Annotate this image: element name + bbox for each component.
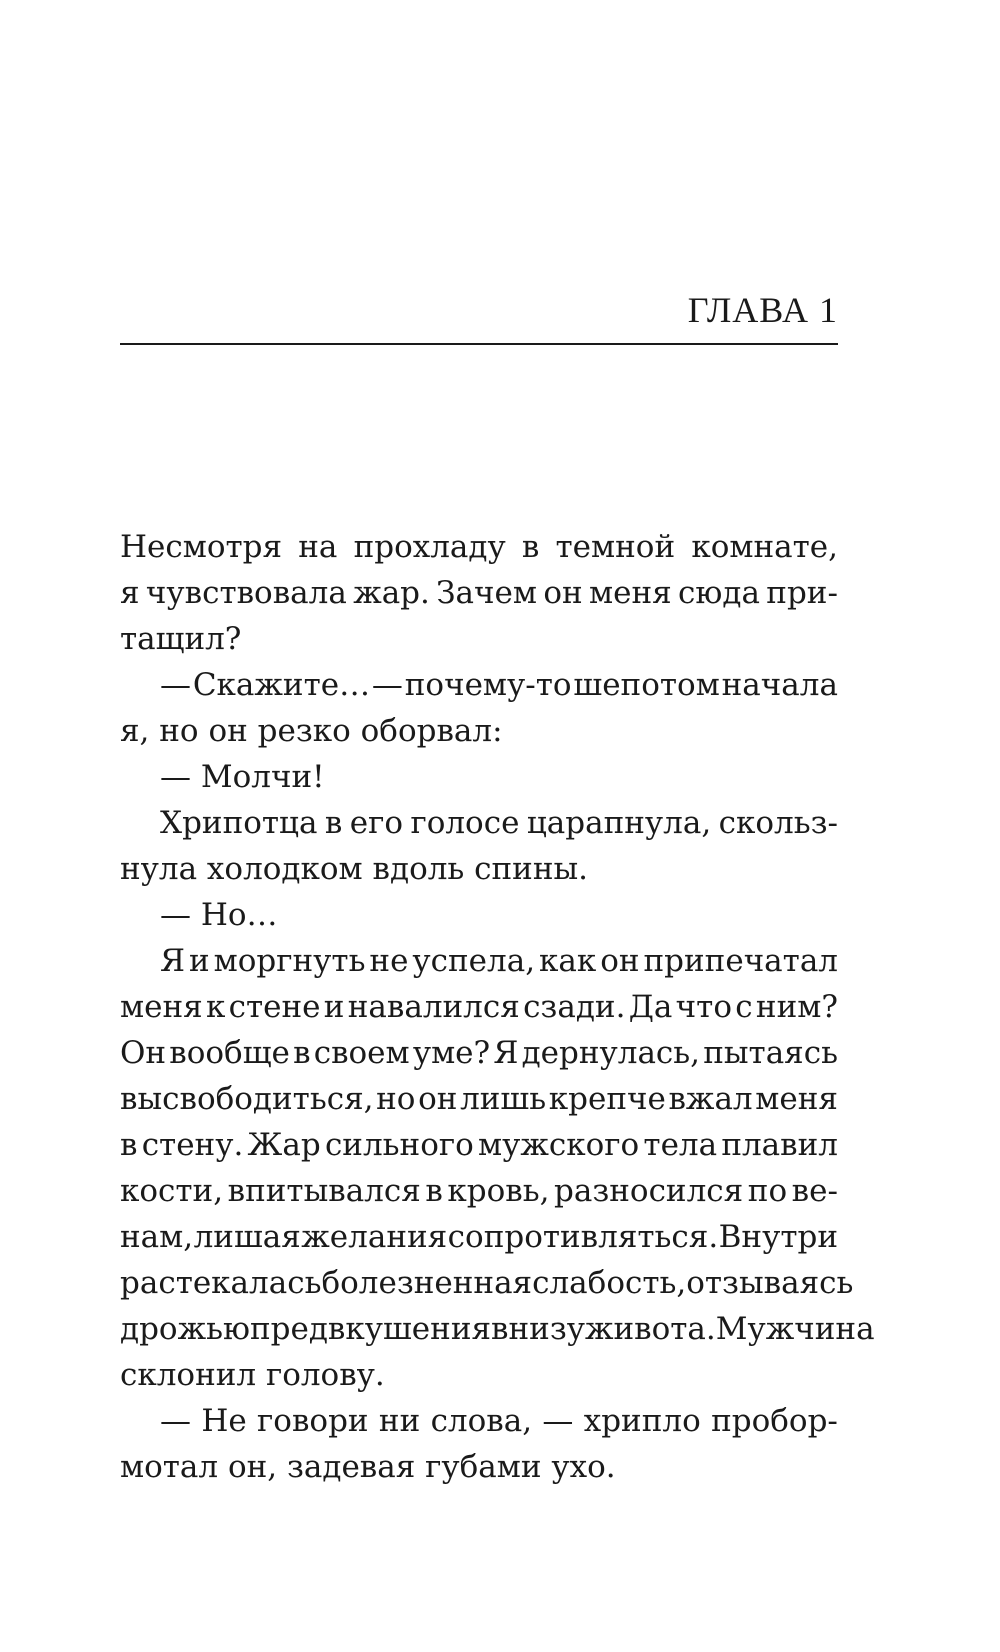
text-line: — Молчи!: [160, 759, 325, 795]
text-word: дрожью: [120, 1311, 250, 1347]
text-line: [120, 938, 838, 984]
text-word: почему-то: [404, 667, 572, 703]
text-word: в: [293, 1035, 311, 1071]
text-line: [120, 1260, 854, 1306]
text-word: к: [205, 989, 226, 1025]
text-line: мотал он, задевая губами ухо.: [120, 1449, 616, 1485]
text-word: слова,: [430, 1403, 533, 1439]
text-word: сзади.: [523, 989, 626, 1025]
text-word: впитывался: [227, 1173, 421, 1209]
text-line: [120, 1122, 838, 1168]
text-line: [120, 800, 838, 846]
text-word: хрипло: [583, 1403, 701, 1439]
text-word: прохладу: [353, 529, 506, 565]
text-word: вжал: [668, 1081, 753, 1117]
text-word: моргнуть: [213, 943, 366, 979]
text-word: Да: [628, 989, 673, 1025]
text-word: тела: [643, 1127, 718, 1163]
text-word: мужского: [478, 1127, 640, 1163]
text-word: меня: [120, 989, 203, 1025]
text-word: лишая: [193, 1219, 301, 1255]
text-word: в: [120, 1127, 138, 1163]
text-word: плавил: [721, 1127, 838, 1163]
text-word: жар.: [353, 575, 430, 611]
text-word: не: [369, 943, 409, 979]
text-word: внизу: [491, 1311, 585, 1347]
text-line: тащил?: [120, 621, 242, 657]
text-word: Не: [201, 1403, 247, 1439]
text-word: меня: [755, 1081, 838, 1117]
text-word: его: [349, 805, 404, 841]
text-word: Внутри: [718, 1219, 838, 1255]
text-word: я: [120, 575, 140, 611]
text-word: чувствовала: [145, 575, 347, 611]
text-word: Мужчина: [715, 1311, 875, 1347]
text-word: Зачем: [436, 575, 537, 611]
text-line: [120, 1214, 838, 1260]
text-word: в: [324, 805, 343, 841]
text-word: сильного: [324, 1127, 474, 1163]
text-word: как: [539, 943, 597, 979]
text-word: в: [425, 1173, 443, 1209]
text-line: [120, 1168, 838, 1214]
text-word: меня: [589, 575, 672, 611]
text-word: говори: [257, 1403, 369, 1439]
text-word: Жар: [247, 1127, 321, 1163]
text-word: но: [376, 1081, 416, 1117]
text-word: скольз-: [718, 805, 838, 841]
text-word: Хрипотца: [160, 805, 318, 841]
text-word: живота.: [584, 1311, 716, 1347]
text-line: [120, 1076, 838, 1122]
text-word: и: [189, 943, 210, 979]
text-word: стене: [228, 989, 321, 1025]
text-word: слабость,: [532, 1265, 687, 1301]
text-word: уме?: [412, 1035, 491, 1071]
text-word: вообще: [169, 1035, 290, 1071]
text-word: пытаясь: [703, 1035, 838, 1071]
text-line: нула холодком вдоль спины.: [120, 851, 589, 887]
text-word: —: [542, 1403, 574, 1439]
text-word: Я: [493, 1035, 519, 1071]
text-word: при-: [766, 575, 838, 611]
body-text: [120, 524, 875, 1490]
text-word: —: [160, 1403, 191, 1439]
text-line: я, но он резко оборвал:: [120, 713, 503, 749]
text-word: Он: [120, 1035, 167, 1071]
text-word: стену.: [141, 1127, 244, 1163]
text-word: растекалась: [120, 1265, 322, 1301]
text-line: [120, 1306, 875, 1352]
text-line: [120, 524, 838, 570]
text-line: — Но…: [160, 897, 278, 933]
text-word: ни: [378, 1403, 421, 1439]
text-word: царапнула,: [526, 805, 712, 841]
text-word: —: [160, 667, 191, 703]
text-word: с: [735, 989, 753, 1025]
text-word: лишь: [460, 1081, 547, 1117]
text-word: ве-: [791, 1173, 838, 1209]
text-word: начала: [721, 667, 838, 703]
text-word: сюда: [678, 575, 760, 611]
text-word: разносился: [554, 1173, 744, 1209]
text-line: [120, 1030, 838, 1076]
text-word: высвободиться,: [120, 1081, 374, 1117]
text-word: он: [543, 575, 583, 611]
text-word: он: [600, 943, 640, 979]
text-word: комнате,: [691, 529, 838, 565]
text-line: [120, 662, 838, 708]
text-word: ним?: [755, 989, 838, 1025]
text-word: темной: [555, 529, 676, 565]
text-word: и: [323, 989, 345, 1025]
text-line: склонил голову.: [120, 1357, 385, 1393]
chapter-title: ГЛАВА 1: [687, 290, 838, 330]
text-line: [120, 984, 838, 1030]
text-line: [120, 1398, 838, 1444]
chapter-title-rule: [120, 343, 838, 345]
text-word: своем: [313, 1035, 410, 1071]
text-word: желания: [301, 1219, 448, 1255]
text-word: голосе: [410, 805, 520, 841]
text-word: навалился: [347, 989, 520, 1025]
text-word: кости,: [120, 1173, 224, 1209]
text-word: отзываясь: [686, 1265, 854, 1301]
text-word: на: [298, 529, 338, 565]
text-word: он: [418, 1081, 458, 1117]
text-word: припечатал: [643, 943, 838, 979]
text-word: успела,: [412, 943, 536, 979]
text-word: Я: [160, 943, 186, 979]
text-word: крепче: [548, 1081, 666, 1117]
text-line: [120, 570, 838, 616]
text-word: что: [675, 989, 732, 1025]
text-word: пробор-: [711, 1403, 838, 1439]
text-word: —: [371, 667, 403, 703]
text-word: дернулась,: [521, 1035, 701, 1071]
text-word: шепотом: [573, 667, 720, 703]
text-word: кровь,: [447, 1173, 550, 1209]
text-word: по: [747, 1173, 788, 1209]
text-word: Несмотря: [120, 529, 283, 565]
text-word: в: [521, 529, 540, 565]
text-word: нам,: [120, 1219, 194, 1255]
text-word: сопротивляться.: [447, 1219, 719, 1255]
text-word: Скажите…: [192, 667, 371, 703]
text-word: предвкушения: [249, 1311, 492, 1347]
text-word: болезненная: [321, 1265, 533, 1301]
